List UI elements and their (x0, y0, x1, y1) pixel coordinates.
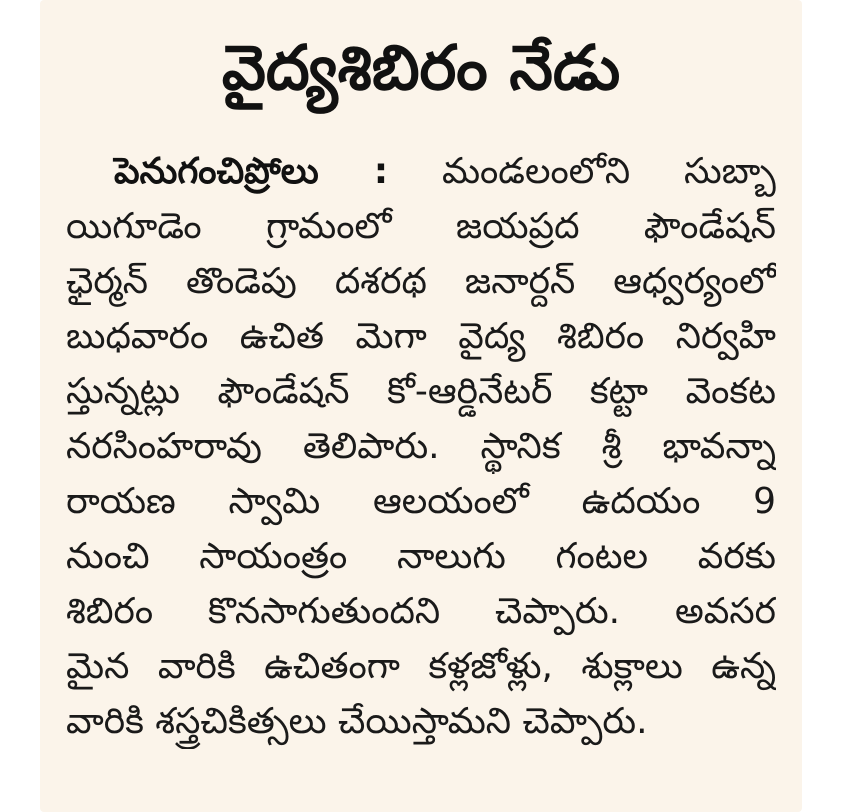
article-body (66, 144, 776, 749)
newspaper-clipping (40, 0, 802, 812)
article-line-text: మండలంలోని సుబ్బా (441, 151, 776, 192)
headline: వైద్యశిబిరం నేడు (221, 31, 621, 104)
article-line: నుంచి సాయంత్రం నాలుగు గంటల వరకు (66, 536, 776, 577)
article-line: నరసింహరావు తెలిపారు. స్థానిక శ్రీ భావన్నా (66, 426, 776, 467)
article-line (66, 144, 776, 199)
article-line: మైన వారికి ఉచితంగా కళ్లజోళ్లు, శుక్లాలు ఉన్న (66, 646, 776, 687)
article-line: వారికి శస్త్రచికిత్సలు చేయిస్తామని చెప్పారు. (66, 701, 648, 742)
dateline: పెనుగంచిప్రోలు : (114, 151, 389, 192)
article-line: శిబిరం కొనసాగుతుందని చెప్పారు. అవసర (66, 591, 776, 632)
article-line: బుధవారం ఉచిత మెగా వైద్య శిబిరం నిర్వహి (66, 316, 776, 357)
article-line: ఛైర్మన్ తొండెపు దశరథ జనార్దన్ ఆధ్వర్యంలో (66, 261, 776, 302)
article-line: యిగూడెం గ్రామంలో జయప్రద ఫౌండేషన్ (66, 206, 776, 247)
article-line: స్తున్నట్లు ఫౌండేషన్ కో-ఆర్డినేటర్ కట్టా వెంకట (66, 371, 776, 412)
article-line: రాయణ స్వామి ఆలయంలో ఉదయం 9 (66, 481, 776, 522)
